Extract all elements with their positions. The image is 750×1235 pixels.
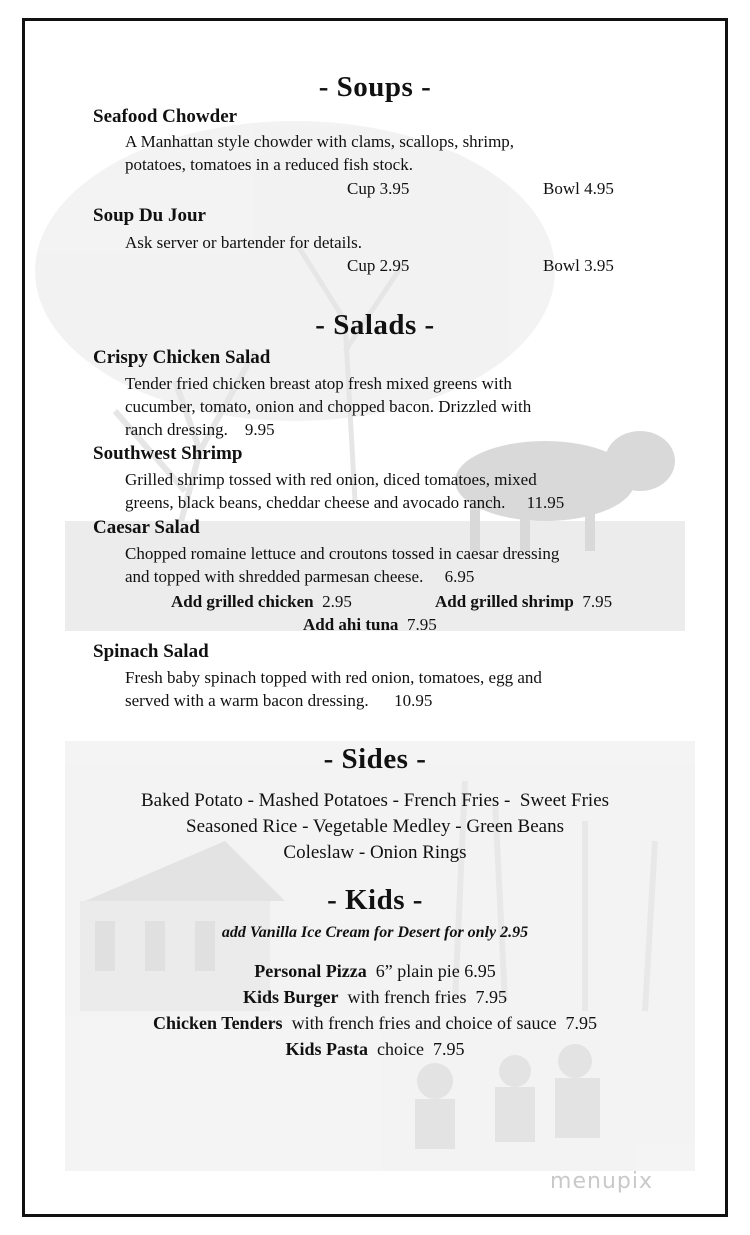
sides-line: Coleslaw - Onion Rings [283,842,467,863]
item-caesar-salad: Caesar Salad [93,517,200,538]
kids-item-name: Kids Pasta [285,1039,369,1059]
watermark: menupix [550,1169,653,1194]
kids-item-name: Kids Burger [243,987,339,1007]
desc-line: Fresh baby spinach topped with red onion, tomatoes, egg and [125,668,542,687]
kids-item-name: Personal Pizza [254,961,367,981]
menu-content [25,21,725,1214]
item-desc [125,468,685,514]
kids-item [25,1039,725,1060]
addon-grilled-shrimp [435,592,612,612]
desc-line: potatoes, tomatoes in a reduced fish stock. [125,155,413,174]
item-desc [125,130,645,176]
salads-heading: - Salads - [315,309,435,341]
sides-heading: - Sides - [323,743,427,775]
item-desc [125,231,645,254]
addon-label: Add grilled chicken [171,592,314,611]
cup-price: Cup 3.95 [347,179,410,198]
addon-grilled-chicken [171,592,352,612]
kids-item-detail: with french fries 7.95 [347,987,507,1007]
kids-item [25,987,725,1008]
desc-line: ranch dressing. 9.95 [125,420,275,439]
item-spinach-salad: Spinach Salad [93,641,209,662]
item-desc [125,542,685,588]
addon-label: Add grilled shrimp [435,592,574,611]
desc-line: Ask server or bartender for details. [125,233,362,252]
item-desc [125,666,645,712]
item-desc [125,372,645,441]
soups-heading: - Soups - [318,71,432,103]
desc-line: A Manhattan style chowder with clams, scallops, shrimp, [125,132,515,151]
kids-item-name: Chicken Tenders [153,1013,283,1033]
addon-price: 7.95 [406,615,437,634]
bowl-price: Bowl 4.95 [543,179,614,198]
desc-line: and topped with shredded parmesan cheese. 6.95 [125,567,475,586]
addon-ahi-tuna [303,615,437,635]
sides-line: Baked Potato - Mashed Potatoes - French Fries - Sweet Fries [140,790,610,811]
menu-page [22,18,728,1217]
item-crispy-chicken-salad: Crispy Chicken Salad [93,347,271,368]
addon-label: Add ahi tuna [303,615,399,634]
sides-line: Seasoned Rice - Vegetable Medley - Green Beans [186,816,564,837]
kids-item-detail: choice 7.95 [377,1039,465,1059]
addon-price: 7.95 [582,592,613,611]
addon-price: 2.95 [322,592,352,611]
bowl-price: Bowl 3.95 [543,256,614,275]
item-soup-du-jour: Soup Du Jour [93,205,206,226]
item-southwest-shrimp: Southwest Shrimp [93,443,243,464]
desc-line: Chopped romaine lettuce and croutons tossed in caesar dressing [125,544,560,563]
kids-item [25,1013,725,1034]
cup-price: Cup 2.95 [347,256,410,275]
kids-heading: - Kids - [327,884,423,916]
desc-line: served with a warm bacon dressing. 10.95 [125,691,433,710]
kids-item-detail: with french fries and choice of sauce 7.95 [291,1013,597,1033]
item-seafood-chowder: Seafood Chowder [93,106,238,127]
desc-line: cucumber, tomato, onion and chopped bacon. Drizzled with [125,397,532,416]
kids-item [25,961,725,982]
kids-item-detail: 6” plain pie 6.95 [375,961,496,981]
kids-note: add Vanilla Ice Cream for Desert for only 2.95 [221,924,529,941]
desc-line: Tender fried chicken breast atop fresh mixed greens with [125,374,512,393]
desc-line: Grilled shrimp tossed with red onion, diced tomatoes, mixed [125,470,537,489]
desc-line: greens, black beans, cheddar cheese and avocado ranch. 11.95 [125,493,565,512]
